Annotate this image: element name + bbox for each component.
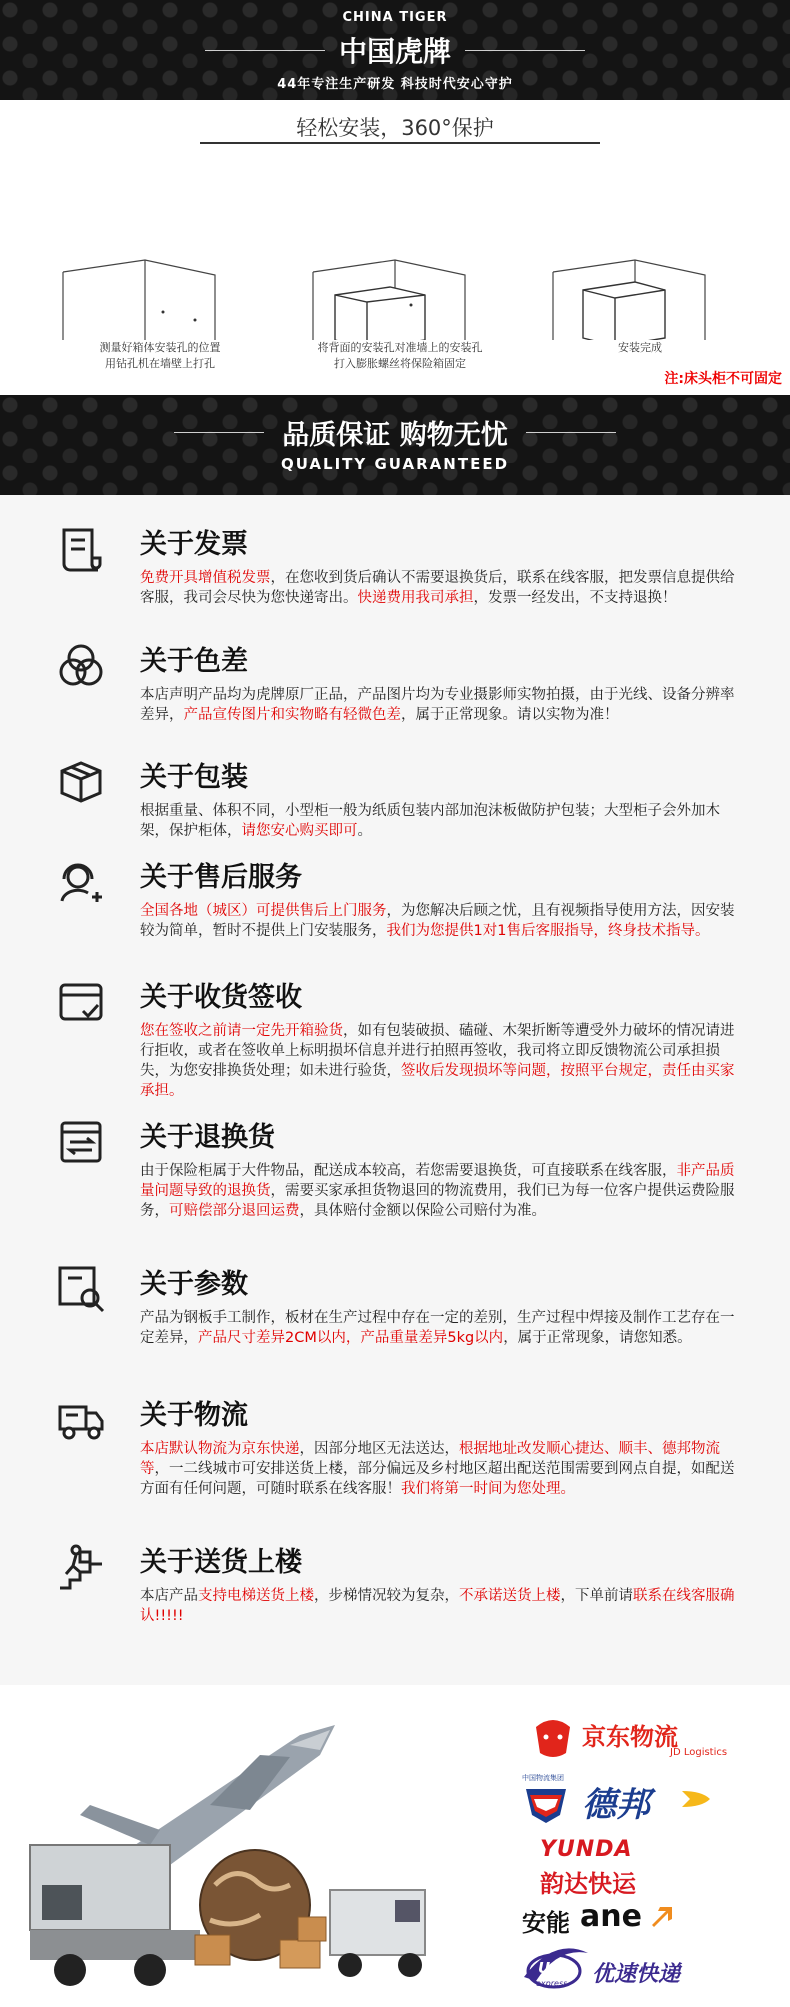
policy-sections: [0, 495, 790, 1685]
deppon-shield-icon: [524, 1785, 568, 1825]
highlight-text: 快递费用我司承担: [357, 590, 474, 606]
section-body: [140, 1586, 735, 1626]
highlight-text: 我们将第一时间为您处理。: [401, 1481, 575, 1497]
divider-line: [526, 432, 616, 433]
wall-corner-illustration: [45, 180, 275, 340]
install-note: 注:床头柜不可固定: [664, 371, 782, 387]
body-text: ，因部分地区无法送达，: [299, 1441, 459, 1457]
package-box-icon: [56, 757, 106, 807]
uc-mark: UC: [538, 1959, 562, 1977]
section-body: [140, 1308, 735, 1348]
exchange-box-icon: [56, 1117, 106, 1167]
highlight-text: 产品尺寸差异2CM以内，产品重量差异5kg以内: [198, 1330, 504, 1346]
body-text: 由于保险柜属于大件物品，配送成本较高，若您需要退换货，可直接联系在线客服，: [140, 1163, 677, 1179]
highlight-text: 全国各地（城区）可提供售后上门服务: [140, 903, 387, 919]
body-text: ，下单前请: [560, 1588, 633, 1604]
install-step-3: [525, 180, 755, 380]
brand-header: [0, 0, 790, 100]
section-title: 关于退换货: [140, 1122, 275, 1153]
highlight-text: 本店默认物流为京东快递: [140, 1441, 300, 1457]
install-step-1: [45, 180, 275, 380]
divider-line: [465, 50, 585, 51]
body-text: ，发票一经发出，不支持退换！: [473, 590, 677, 606]
body-text: ，需要买家承担货物退回的物流费用，我们已为每一位客户提供运费险服务，: [140, 1183, 735, 1219]
highlight-text: 可赔偿部分退回运费: [169, 1203, 300, 1219]
jd-name-en: JD Logistics: [670, 1747, 728, 1758]
quality-title-en: QUALITY GUARANTEED: [280, 455, 510, 473]
highlight-text: 根据地址改发顺心捷达、顺丰、德邦物流等: [140, 1441, 720, 1477]
brand-name-en: CHINA TIGER: [342, 10, 448, 25]
body-text: 本店声明产品均为虎牌原厂正品，产品图片均为专业摄影师实物拍摄，由于光线、设备分辨率差异，: [140, 687, 735, 723]
body-text: ，如有包装破损、磕碰、木架折断等遭受外力破坏的情况请进行拒收，或者在签收单上标明损坏信息并进行拍照再签收，我司将立即反馈物流公司承担损失，为您安排换货处理；如未进行验货，: [140, 1023, 735, 1079]
section-body: [140, 1439, 735, 1499]
section-title: 关于收货签收: [140, 982, 302, 1013]
ane-arrow-icon: [648, 1905, 674, 1931]
body-text: ，为您解决后顾之忧，且有视频指导使用方法，因安装较为简单，暂时不提供上门安装服务，: [140, 903, 735, 939]
highlight-text: 非产品质量问题导致的退换货: [140, 1163, 735, 1199]
section-body: [140, 1021, 735, 1101]
divider-line: [205, 50, 325, 51]
highlight-text: 请您安心购买即可: [241, 823, 358, 839]
highlight-text: 我们为您提供1对1售后客服指导，终身技术指导。: [386, 923, 710, 939]
install-section: [0, 100, 790, 395]
deppon-logo: [520, 1773, 770, 1829]
section-title: 关于包装: [140, 762, 248, 793]
deppon-arrow-icon: [680, 1785, 714, 1815]
install-title: 轻松安装，360°保护: [296, 116, 494, 140]
parameter-inspect-icon: [56, 1264, 106, 1314]
safe-against-wall-illustration: [285, 180, 515, 340]
highlight-text: 联系在线客服确认!!!!!: [140, 1588, 735, 1624]
receipt-check-icon: [56, 977, 106, 1027]
highlight-text: 免费开具增值税发票: [140, 570, 271, 586]
step-caption-line2: 用钻孔机在墙壁上打孔: [105, 357, 215, 370]
delivery-truck-icon: [56, 1395, 106, 1445]
highlight-text: 签收后发现损坏等问题，按照平台规定，责任由买家承担。: [140, 1063, 735, 1099]
body-text: ，一二线城市可安排送货上楼，部分偏远及乡村地区超出配送范围需要到网点自提，如配送方面有任何问题，可随时联系在线客服！: [140, 1461, 735, 1497]
brand-name-cn: 中国虎牌: [338, 35, 451, 68]
color-circles-icon: [56, 641, 106, 691]
jd-name-cn: 京东物流: [582, 1723, 678, 1751]
body-text: 。: [357, 823, 372, 839]
highlight-text: 不承诺送货上楼: [459, 1588, 561, 1604]
customer-service-icon: [56, 857, 106, 907]
body-text: 产品为钢板手工制作，板材在生产过程中存在一定的差别，生产过程中焊接及制作工艺存在一定差异，: [140, 1310, 735, 1346]
step-caption-line1: 将背面的安装孔对准墙上的安装孔: [317, 341, 483, 354]
step-caption-line2: 打入膨胀螺丝将保险箱固定: [334, 357, 466, 370]
body-text: 本店产品: [140, 1588, 198, 1604]
jd-logistics-logo: [520, 1715, 770, 1767]
highlight-text: 产品宣传图片和实物略有轻微色差: [183, 707, 401, 723]
uc-express-logo: [520, 1947, 770, 1999]
section-body: [140, 801, 735, 841]
section-title: 关于参数: [140, 1269, 248, 1300]
section-body: [140, 685, 735, 725]
jd-dog-icon: [530, 1717, 576, 1761]
yunda-logo: [520, 1837, 770, 1898]
body-text: ，属于正常现象，请您知悉。: [503, 1330, 692, 1346]
invoice-icon: [56, 524, 106, 574]
section-title: 关于物流: [140, 1400, 248, 1431]
section-body: [140, 1161, 735, 1221]
deppon-name: 德邦: [582, 1785, 650, 1825]
section-title: 关于发票: [140, 529, 248, 560]
logistics-illustration: [0, 1695, 500, 1995]
brand-slogan: 44年专注生产研发 科技时代安心守护: [277, 77, 513, 92]
divider-line: [174, 432, 264, 433]
step-caption-line1: 测量好箱体安装孔的位置: [99, 341, 221, 354]
ane-name-en: ane: [580, 1899, 642, 1934]
highlight-text: 您在签收之前请一定先开箱验货: [140, 1023, 343, 1039]
body-text: ，具体赔付金额以保险公司赔付为准。: [299, 1203, 546, 1219]
title-underline: [200, 142, 600, 144]
ane-name-cn: 安能: [522, 1909, 570, 1937]
body-text: ，步梯情况较为复杂，: [314, 1588, 459, 1604]
section-title: 关于色差: [140, 646, 248, 677]
safe-installed-illustration: [525, 180, 755, 340]
section-title: 关于售后服务: [140, 862, 302, 893]
highlight-text: 支持电梯送货上楼: [198, 1588, 314, 1604]
body-text: 根据重量、体积不同，小型柜一般为纸质包装内部加泡沫板做防护包装；大型柜子会外加木架，保护柜体，: [140, 803, 720, 839]
body-text: ，属于正常现象。请以实物为准！: [401, 707, 619, 723]
yunda-name-en: YUNDA: [540, 1837, 633, 1862]
quality-title-cn: 品质保证 购物无忧: [282, 420, 508, 451]
uc-sub: express: [536, 1979, 568, 1988]
section-title: 关于送货上楼: [140, 1547, 302, 1578]
uc-name-cn: 优速快递: [592, 1962, 681, 1987]
ane-logo: [520, 1901, 770, 1941]
stairs-carry-icon: [56, 1542, 106, 1592]
quality-banner: [0, 395, 790, 495]
install-step-2: [285, 180, 515, 380]
yunda-name-cn: 韵达快运: [540, 1870, 636, 1898]
logistics-partners: [0, 1685, 790, 2007]
section-body: [140, 901, 735, 941]
body-text: ，在您收到货后确认不需要退换货后，联系在线客服，把发票信息提供给客服，我司会尽快为您快递寄出。: [140, 570, 735, 606]
step-caption-line1: 安装完成: [618, 341, 662, 354]
deppon-group-label: 中国物流集团: [522, 1774, 564, 1782]
section-body: [140, 568, 735, 608]
